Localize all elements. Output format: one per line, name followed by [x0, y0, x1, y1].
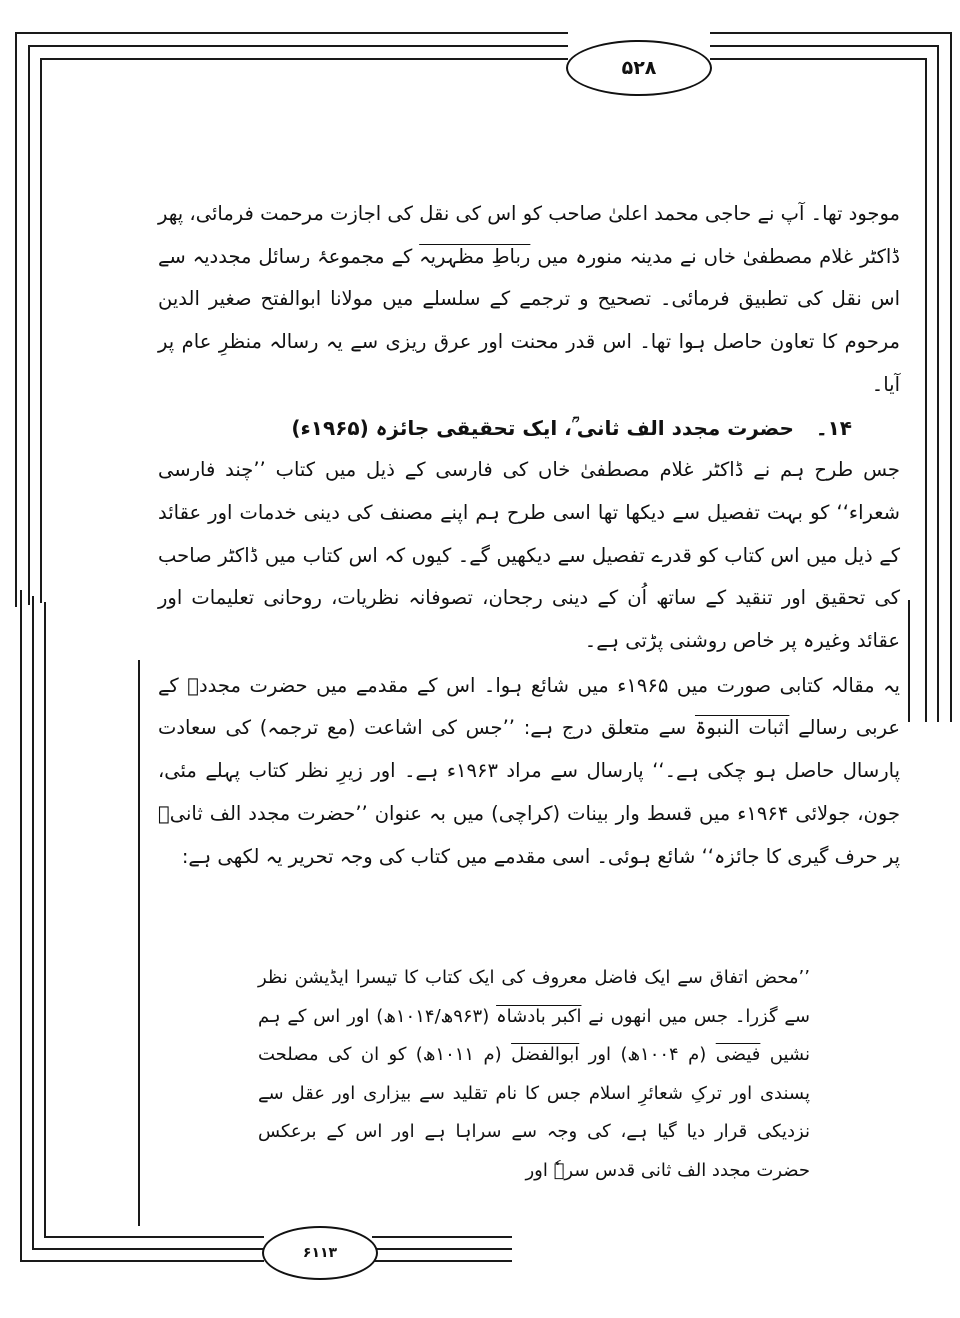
- section-title: حضرت مجدد الف ثانی ؒ، ایک تحقیقی جائزہ (۱۹۶۵ء): [291, 415, 794, 440]
- bottom-page-number: ۶۱۱۳: [262, 1226, 378, 1280]
- frame-right-mid: [937, 45, 939, 722]
- quote-text-d: (م ۱۰۱۱ھ) کو ان کی مصلحت پسندی اور ترکِ شعائرِ اسلام جس کا نام تقلید سے بیزاری اور عقل سے نزدیکی قرار دیا گیا ہے، کی وجہ سے سراہا ہے اور اس کے برعکس حضرت مجدد الف ثانی قدس سرہٗ اور: [258, 1044, 810, 1181]
- akbar-badshah: اکبر بادشاہ: [496, 1005, 582, 1027]
- frame-bottom-inner-right: [372, 1236, 512, 1238]
- quotation: [158, 959, 900, 1190]
- rabat-e-mazhariya: رباطِ مظہریہ: [419, 244, 531, 268]
- frame-top-mid: [28, 45, 568, 47]
- frame-bottom-mid: [32, 1248, 264, 1250]
- top-page-number: ۵۲۸: [566, 40, 712, 96]
- frame-bottom-outer-right: [372, 1260, 512, 1262]
- frame-top-right-outer: [710, 32, 952, 34]
- frame-top-right-inner: [710, 58, 927, 60]
- section-number: ۱۴۔: [815, 415, 852, 440]
- frame-bottom-inner: [44, 1236, 264, 1238]
- frame-top-inner: [40, 58, 568, 60]
- section-heading: [158, 407, 900, 450]
- paragraph-1: [158, 193, 900, 407]
- frame-right-outer: [950, 32, 952, 722]
- para1-text-a: موجود تھا۔ آپ نے حاجی محمد اعلیٰ صاحب کو اس کی نقل کی اجازت مرحمت فرمائی، پھر ڈاکٹر غلام مصطفیٰ خاں نے مدینہ منورہ میں: [158, 202, 901, 268]
- abul-fazl: ابوالفضل: [511, 1044, 580, 1065]
- frame-bottom-mid-right: [372, 1248, 512, 1250]
- frame-top-outer: [15, 32, 568, 34]
- paragraph-3: [158, 665, 900, 879]
- quotation-block: [158, 955, 900, 1190]
- ithbat-un-nubuwwa: اثبات النبوۃ: [694, 716, 790, 740]
- frame-lower-left-mid: [32, 596, 34, 1248]
- page-body: [158, 193, 900, 878]
- para3-text-a: یہ مقالہ کتابی صورت میں ۱۹۶۵ء میں شائع ہوا۔ اس کے مقدمے میں حضرت مجددؒ کے عربی رسالے: [158, 673, 900, 740]
- frame-top-right-mid: [710, 45, 939, 47]
- paragraph-2: جس طرح ہم نے ڈاکٹر غلام مصطفیٰ خاں کی فارسی کے ذیل میں کتاب ’’چند فارسی شعراء‘‘ کو بہت تفصیل سے دیکھا تھا اسی طرح ہم اپنے مصنف کی دینی خدمات اور عقائد کے ذیل میں اس کتاب کو قدرے تفصیل سے دیکھیں گے۔ کیوں کہ اس کتاب میں ڈاکٹر صاحب کی تحقیق اور تنقید کے ساتھ اُن کے دینی رجحان، تصوفانہ نظریات، روحانی تعلیمات اور عقائد وغیرہ پر خاص روشنی پڑتی ہے۔: [158, 458, 900, 653]
- faizi: فیضی: [715, 1044, 761, 1065]
- quote-text-c: (م ۱۰۰۴ھ) اور: [579, 1044, 716, 1065]
- frame-left-inner: [40, 58, 42, 603]
- frame-lower-left-inner: [44, 602, 46, 1236]
- frame-right-inner: [925, 58, 927, 722]
- quote-text-b: (۹۶۳ھ/۱۰۱۴ھ) اور اس کے ہم نشیں: [258, 1005, 810, 1065]
- frame-right-lower: [908, 600, 910, 722]
- para1-text-b: کے مجموعۂ رسائل مجددیہ سے اس نقل کی تطبیق فرمائی۔ تصحیح و ترجمے کے سلسلے میں مولانا ابوالفتح صغیر الدین مرحوم کا تعاون حاصل ہوا تھا۔ اس قدر محنت اور عرق ریزی سے یہ رسالہ منظرِ عام پر آیا۔: [158, 244, 900, 396]
- frame-bottom-outer: [20, 1260, 264, 1262]
- frame-lower-inner-line: [138, 660, 140, 1226]
- quote-text-a: ’’محض اتفاق سے ایک فاضل معروف کی ایک کتاب کا تیسرا ایڈیشن نظر سے گزرا۔ جس میں انھوں نے: [258, 967, 811, 1027]
- frame-left-outer: [15, 32, 17, 607]
- para3-text-b: سے متعلق درج ہے: ’’جس کی اشاعت (مع ترجمہ) کی سعادت پارسال حاصل ہو چکی ہے۔‘‘ پارسال سے مراد ۱۹۶۳ء ہے۔ اور زیرِ نظر کتاب پہلے مئی، جون، جولائی ۱۹۶۴ء میں قسط وار بینات (کراچی) میں بہ عنوان ’’حضرت مجدد الف ثانیؒ پر حرف گیری کا جائزہ‘‘ شائع ہوئی۔ اسی مقدمے میں کتاب کی وجہ تحریر یہ لکھی ہے:: [158, 716, 901, 868]
- frame-lower-left-outer: [20, 590, 22, 1260]
- frame-left-mid: [28, 45, 30, 605]
